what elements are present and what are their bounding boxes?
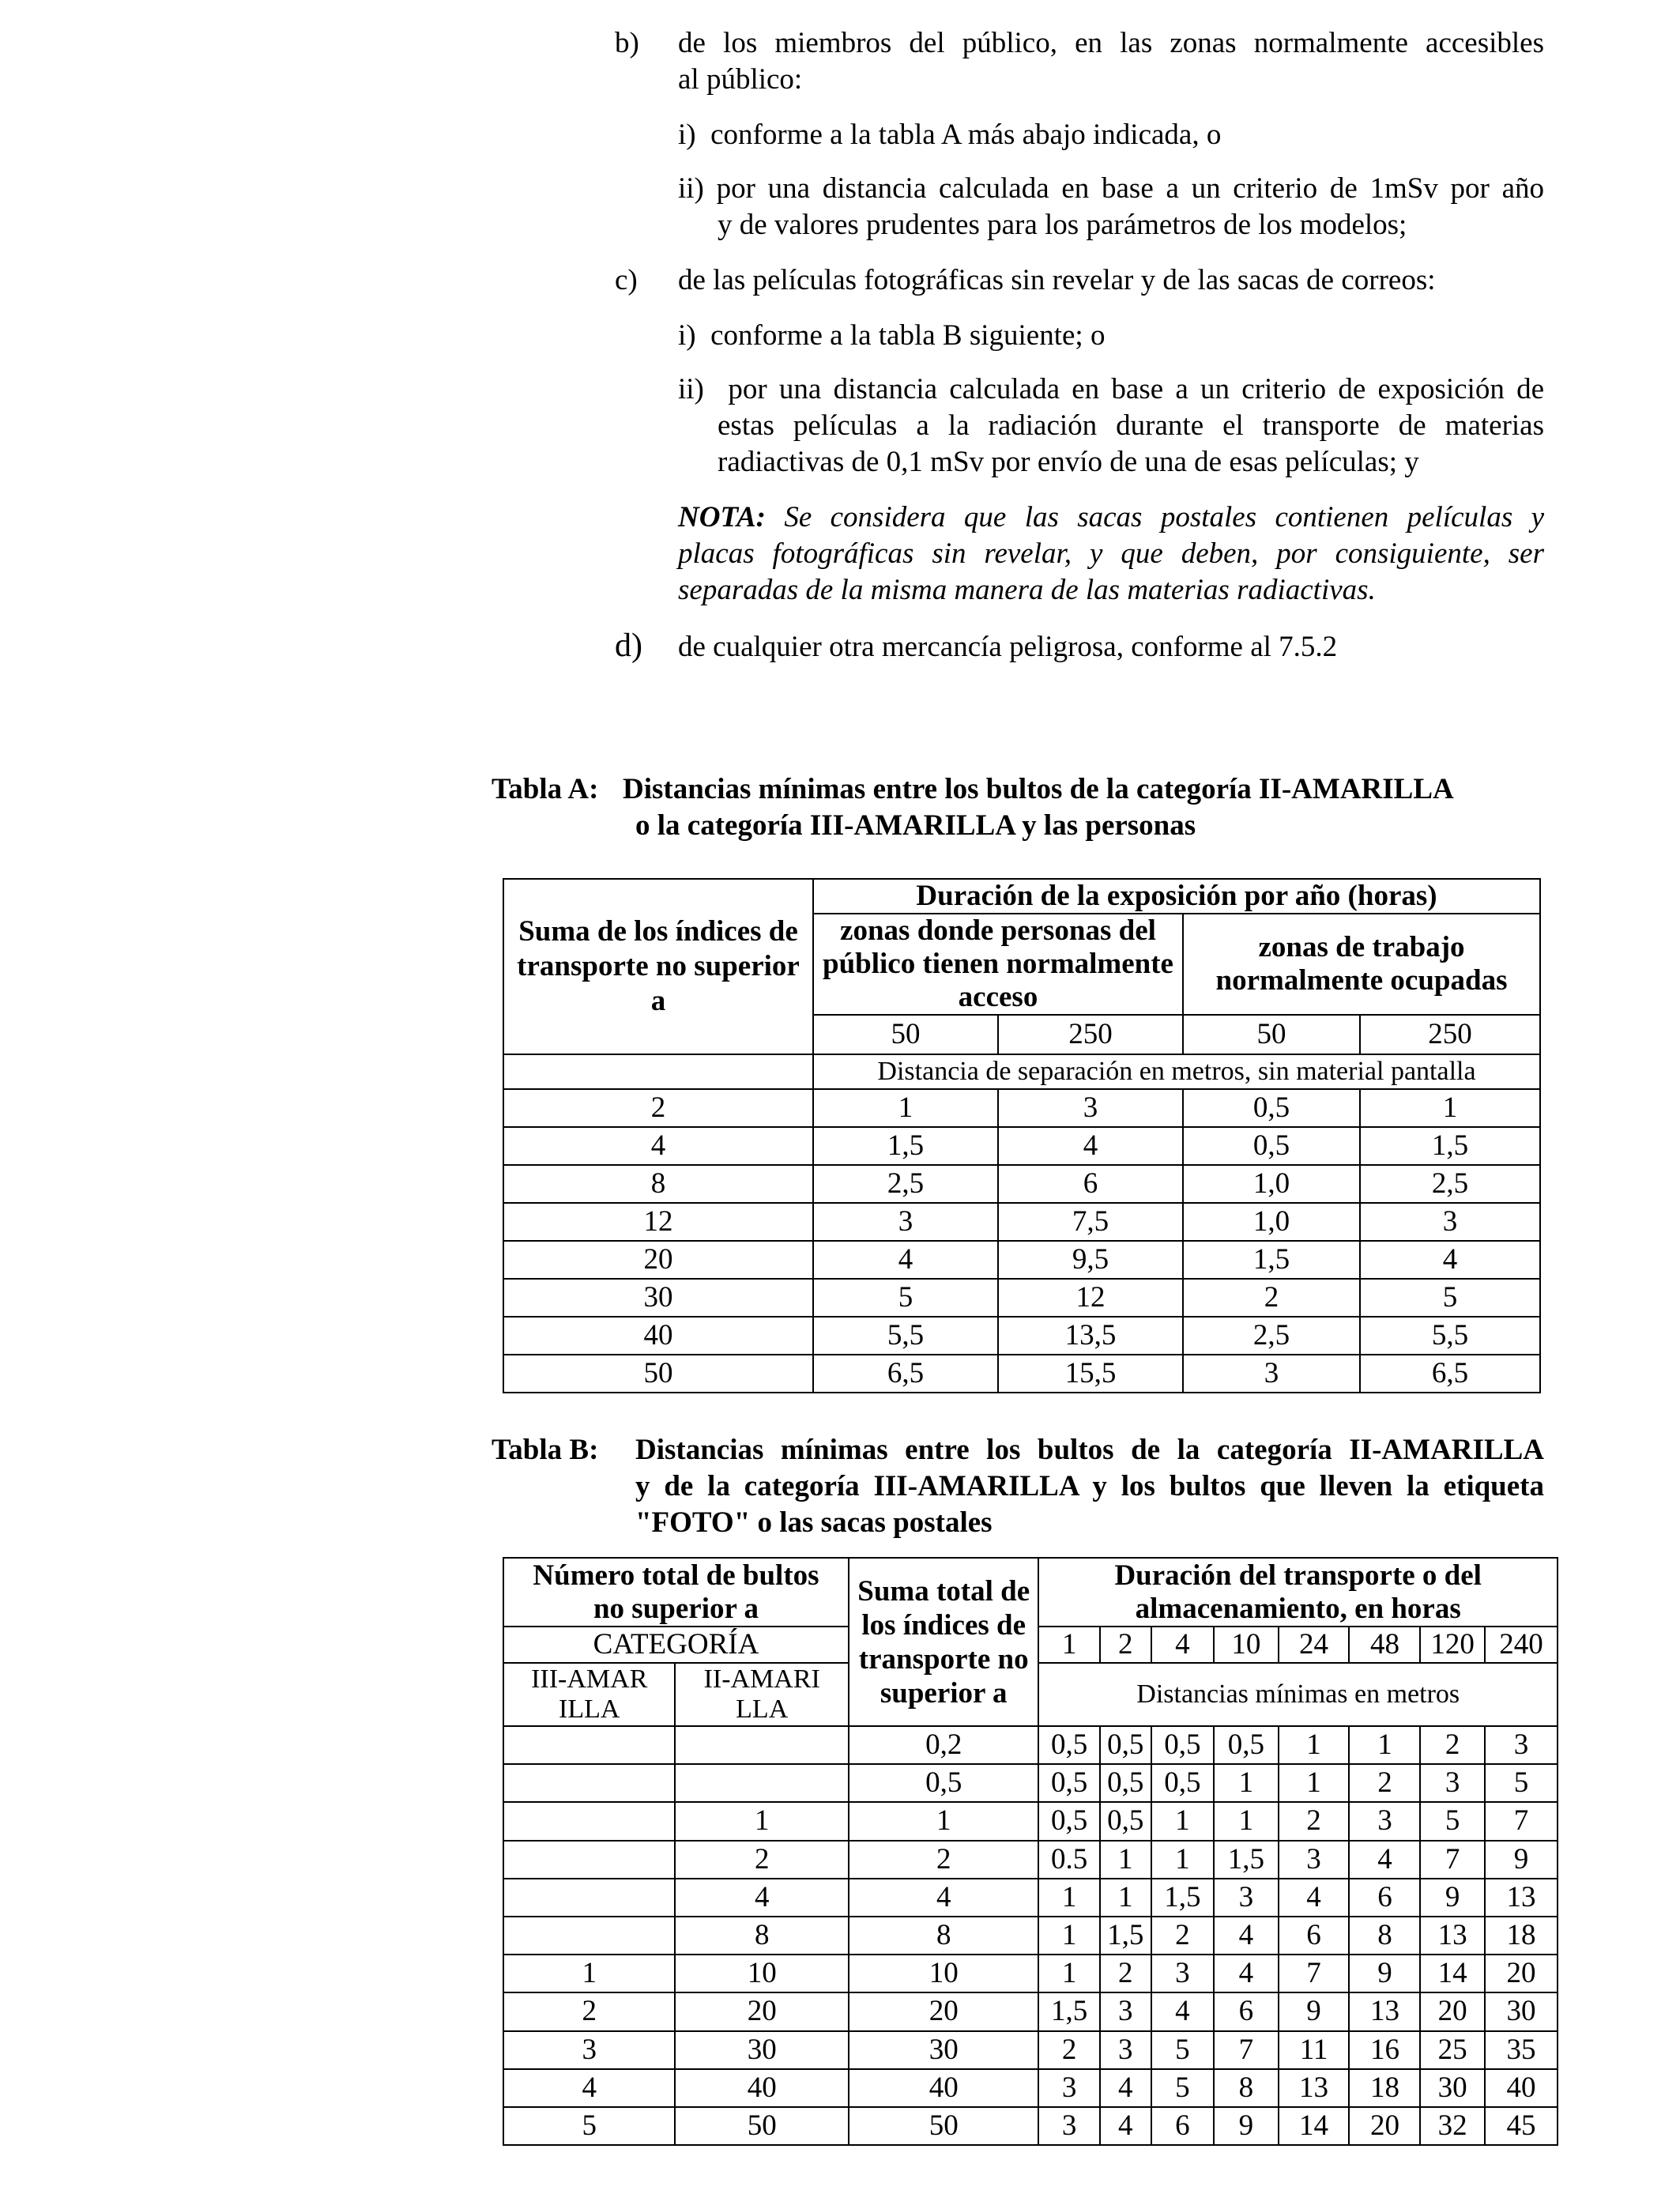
table-b-cell: 9 (1349, 1955, 1420, 1992)
table-b-header-suma: Suma total de los índices de transporte no superior a (849, 1558, 1038, 1726)
table-b-cell: 1 (1151, 1802, 1214, 1840)
table-b-cell: 3 (1100, 1992, 1151, 2030)
table-b-cell: 13 (1279, 2069, 1350, 2107)
table-b-cell: 4 (1100, 2107, 1151, 2145)
table-a-hours-3: 50 (1183, 1015, 1360, 1054)
table-b-cell: 1 (1100, 1841, 1151, 1879)
table-row (503, 1802, 1558, 1840)
table-a-subheader-work: zonas de trabajo normalmente ocupadas (1183, 914, 1540, 1015)
table-b-cell: 1,5 (1100, 1917, 1151, 1955)
table-b-cell: 1,5 (1151, 1879, 1214, 1917)
table-a-hours-1: 50 (813, 1015, 998, 1054)
table-b-cell: 2 (1100, 1955, 1151, 1992)
table-b-cell: 1 (1038, 1917, 1099, 1955)
table-a-cell: 1 (1360, 1089, 1540, 1127)
item-c-line1: de las películas fotográficas sin revelar y de las sacas de correos: (678, 264, 1436, 296)
item-c-ii-line2: estas películas a la radiación durante el transporte de materias (718, 409, 1544, 442)
table-b-cell: 6 (1279, 1917, 1350, 1955)
table-b-cell: 2 (675, 1841, 849, 1879)
table-a-cell: 2 (503, 1089, 813, 1127)
table-a-cell: 5 (813, 1279, 998, 1317)
table-b-cell: 20 (1420, 1992, 1485, 2030)
table-b-cell: 0,5 (1214, 1726, 1279, 1764)
table-b-cell: 2 (1279, 1802, 1350, 1840)
table-b-cell: 1 (1279, 1726, 1350, 1764)
table-b-hours-7: 120 (1420, 1627, 1485, 1663)
table-b-cell: 2 (1038, 2031, 1099, 2069)
table-b-cell: 8 (849, 1917, 1038, 1955)
table-b-cell: 1 (1100, 1879, 1151, 1917)
table-b-cell: 0,5 (1151, 1764, 1214, 1802)
table-a-cell: 1,0 (1183, 1165, 1360, 1203)
table-b-cell: 40 (1485, 2069, 1558, 2107)
table-row (503, 2069, 1558, 2107)
table-b-cell: 2 (503, 1992, 675, 2030)
table-b-cell: 18 (1485, 1917, 1558, 1955)
table-a-cell: 6,5 (813, 1355, 998, 1393)
table-a-cell: 40 (503, 1317, 813, 1355)
table-row (503, 1165, 1540, 1203)
table-b-cell: 9 (1420, 1879, 1485, 1917)
table-b-cell: 0,5 (1100, 1802, 1151, 1840)
table-a-cell: 20 (503, 1241, 813, 1279)
table-a-cell: 4 (998, 1127, 1183, 1165)
table-b-cell: 13 (1420, 1917, 1485, 1955)
table-b-cell: 7 (1214, 2031, 1279, 2069)
item-c-ii-line1: ii) por una distancia calculada en base a un criterio de exposición de (678, 373, 1544, 405)
table-b-caption-line2: y de la categoría III-AMARILLA y los bultos que lleven la etiqueta (635, 1470, 1544, 1502)
table-b-cell (675, 1764, 849, 1802)
nota-line1 (678, 499, 1544, 536)
table-b-cell: 0,5 (1038, 1764, 1099, 1802)
table-b-cell: 30 (1420, 2069, 1485, 2107)
item-c-i: i) conforme a la tabla B siguiente; o (678, 319, 1106, 352)
table-a (503, 878, 1541, 1393)
table-a-cell: 2,5 (1183, 1317, 1360, 1355)
table-b-cell: 9 (1214, 2107, 1279, 2145)
table-a-cell: 5 (1360, 1279, 1540, 1317)
table-b-cell: 9 (1485, 1841, 1558, 1879)
table-b-cell: 0,2 (849, 1726, 1038, 1764)
table-b-cell: 2 (1420, 1726, 1485, 1764)
table-b-cell: 7 (1420, 1841, 1485, 1879)
item-b-ii-line1: ii) por una distancia calculada en base a un criterio de 1mSv por año (678, 172, 1544, 205)
table-a-hours-4: 250 (1360, 1015, 1540, 1054)
table-b-hours-2: 2 (1100, 1627, 1151, 1663)
table-a-cell: 5,5 (1360, 1317, 1540, 1355)
table-b-cell: 6 (1349, 1879, 1420, 1917)
table-row (503, 1726, 1558, 1764)
table-row (503, 1992, 1558, 2030)
table-b-cell (503, 1802, 675, 1840)
table-b-cell: 14 (1420, 1955, 1485, 1992)
table-b-cell (675, 1726, 849, 1764)
table-b-cell: 3 (1100, 2031, 1151, 2069)
table-b-cell: 25 (1420, 2031, 1485, 2069)
table-b-cell: 9 (1279, 1992, 1350, 2030)
table-a-col0-spacer (503, 1054, 813, 1089)
table-b-cell: 4 (1279, 1879, 1350, 1917)
table-b-cell: 1 (1038, 1879, 1099, 1917)
table-b-cell: 7 (1485, 1802, 1558, 1840)
table-b-cell: 2 (849, 1841, 1038, 1879)
table-b-caption-line3: "FOTO" o las sacas postales (635, 1506, 993, 1539)
item-b-i: i) conforme a la tabla A más abajo indicada, o (678, 119, 1222, 151)
table-b-header-ii-amarilla: II-AMARILLA (675, 1663, 849, 1726)
table-b-cell: 1,5 (1038, 1992, 1099, 2030)
table-b-cell (503, 1726, 675, 1764)
table-a-cell: 1,5 (813, 1127, 998, 1165)
table-b-cell: 3 (503, 2031, 675, 2069)
item-d-label: d) (615, 628, 642, 664)
table-b-cell: 20 (849, 1992, 1038, 2030)
table-b-cell: 0,5 (1100, 1726, 1151, 1764)
table-b-cell: 40 (675, 2069, 849, 2107)
table-b-cell: 4 (675, 1879, 849, 1917)
table-b-cell: 20 (1485, 1955, 1558, 1992)
table-a-cell: 2,5 (1360, 1165, 1540, 1203)
table-b-header-categoria: CATEGORÍA (503, 1627, 849, 1663)
table-b-cell: 1 (1279, 1764, 1350, 1802)
table-row (503, 1764, 1558, 1802)
table-a-col0-header: Suma de los índices de transporte no superior a (503, 879, 813, 1054)
item-b-label: b) (615, 27, 639, 59)
table-a-cell: 3 (813, 1203, 998, 1241)
table-b-cell: 3 (1420, 1764, 1485, 1802)
table-a-cell: 7,5 (998, 1203, 1183, 1241)
table-b-hours-8: 240 (1485, 1627, 1558, 1663)
table-b-cell: 0,5 (1038, 1802, 1099, 1840)
item-b-line1: de los miembros del público, en las zonas normalmente accesibles (678, 27, 1544, 59)
table-a-cell: 0,5 (1183, 1089, 1360, 1127)
table-b-caption-prefix: Tabla B: (492, 1434, 599, 1466)
table-b-caption-line1: Distancias mínimas entre los bultos de la categoría II-AMARILLA (635, 1434, 1544, 1466)
table-b-cell: 1 (849, 1802, 1038, 1840)
table-b-header-duracion: Duración del transporte o del almacenamiento, en horas (1038, 1558, 1558, 1627)
table-b-cell: 32 (1420, 2107, 1485, 2145)
table-b-cell: 5 (503, 2107, 675, 2145)
table-b-cell: 10 (849, 1955, 1038, 1992)
table-row (503, 1279, 1540, 1317)
table-b-cell: 3 (1214, 1879, 1279, 1917)
item-b-ii-line2: y de valores prudentes para los parámetros de los modelos; (718, 209, 1407, 241)
table-b-cell: 2 (1151, 1917, 1214, 1955)
table-b-cell: 13 (1349, 1992, 1420, 2030)
table-b-cell: 1 (1151, 1841, 1214, 1879)
table-b-header-numero: Número total de bultos no superior a (503, 1558, 849, 1627)
table-a-cell: 2,5 (813, 1165, 998, 1203)
item-c-label: c) (615, 264, 638, 296)
table-b-header-iii-amarilla: III-AMARILLA (503, 1663, 675, 1726)
table-b-cell: 3 (1485, 1726, 1558, 1764)
nota-text1: Se considera que las sacas postales contienen películas y (784, 501, 1544, 533)
table-a-hours-2: 250 (998, 1015, 1183, 1054)
table-b-cell: 20 (1349, 2107, 1420, 2145)
table-b-cell: 3 (1349, 1802, 1420, 1840)
table-b-header-dist: Distancias mínimas en metros (1038, 1663, 1558, 1726)
table-row (503, 1917, 1558, 1955)
table-b-cell: 18 (1349, 2069, 1420, 2107)
nota-line2: placas fotográficas sin revelar, y que deben, por consiguiente, ser (678, 537, 1544, 570)
table-row (503, 1127, 1540, 1165)
item-b-line2: al público: (678, 63, 803, 96)
table-a-cell: 2 (1183, 1279, 1360, 1317)
table-b-cell: 0,5 (1038, 1726, 1099, 1764)
table-a-cell: 6,5 (1360, 1355, 1540, 1393)
table-b-cell: 30 (675, 2031, 849, 2069)
table-b-cell: 1 (503, 1955, 675, 1992)
table-a-caption-prefix: Tabla A: (492, 773, 599, 805)
table-b-hours-4: 10 (1214, 1627, 1279, 1663)
table-a-cell: 4 (813, 1241, 998, 1279)
table-b-cell: 3 (1038, 2069, 1099, 2107)
table-a-cell: 4 (1360, 1241, 1540, 1279)
table-row (503, 2107, 1558, 2145)
table-b-cell: 6 (1151, 2107, 1214, 2145)
table-b-cell: 16 (1349, 2031, 1420, 2069)
table-b-cell: 50 (675, 2107, 849, 2145)
table-row (503, 1355, 1540, 1393)
table-row (503, 1241, 1540, 1279)
table-a-cell: 30 (503, 1279, 813, 1317)
nota-label: NOTA: (678, 501, 766, 533)
table-a-cell: 1,5 (1183, 1241, 1360, 1279)
table-b-cell: 1 (675, 1802, 849, 1840)
table-b-cell: 3 (1151, 1955, 1214, 1992)
table-b-cell: 4 (1151, 1992, 1214, 2030)
table-b-cell: 4 (849, 1879, 1038, 1917)
table-a-cell: 3 (998, 1089, 1183, 1127)
table-b-cell: 4 (1214, 1955, 1279, 1992)
table-a-cell: 8 (503, 1165, 813, 1203)
table-b-cell: 50 (849, 2107, 1038, 2145)
table-b-cell: 8 (675, 1917, 849, 1955)
table-a-caption-line2: o la categoría III-AMARILLA y las personas (635, 809, 1196, 842)
table-a-cell: 9,5 (998, 1241, 1183, 1279)
table-a-cell: 12 (503, 1203, 813, 1241)
table-a-cell: 1,0 (1183, 1203, 1360, 1241)
table-b (503, 1557, 1558, 2146)
table-b-cell: 8 (1214, 2069, 1279, 2107)
table-b-cell: 1 (1214, 1764, 1279, 1802)
table-a-cell: 3 (1360, 1203, 1540, 1241)
nota-line3: separadas de la misma manera de las materias radiactivas. (678, 574, 1376, 606)
item-c-ii-line3: radiactivas de 0,1 mSv por envío de una de esas películas; y (718, 446, 1419, 478)
table-a-cell: 12 (998, 1279, 1183, 1317)
table-row (503, 1317, 1540, 1355)
table-b-hours-6: 48 (1349, 1627, 1420, 1663)
table-b-cell: 5 (1151, 2069, 1214, 2107)
table-a-group-header: Duración de la exposición por año (horas) (813, 879, 1540, 914)
table-b-cell: 1 (1038, 1955, 1099, 1992)
table-b-hours-3: 4 (1151, 1627, 1214, 1663)
table-a-subheader-public: zonas donde personas del público tienen normalmente acceso (813, 914, 1183, 1015)
table-a-cell: 6 (998, 1165, 1183, 1203)
table-b-cell (503, 1764, 675, 1802)
table-b-cell: 8 (1349, 1917, 1420, 1955)
table-b-cell: 6 (1214, 1992, 1279, 2030)
table-b-cell: 20 (675, 1992, 849, 2030)
table-b-cell: 5 (1420, 1802, 1485, 1840)
table-b-cell: 30 (849, 2031, 1038, 2069)
table-a-caption-line1: Distancias mínimas entre los bultos de la categoría II-AMARILLA (623, 773, 1454, 805)
table-b-cell: 3 (1038, 2107, 1099, 2145)
table-b-cell: 0,5 (1151, 1726, 1214, 1764)
table-b-hours-5: 24 (1279, 1627, 1350, 1663)
table-b-cell (503, 1879, 675, 1917)
table-b-cell: 10 (675, 1955, 849, 1992)
table-row (503, 1841, 1558, 1879)
table-b-cell: 1 (1214, 1802, 1279, 1840)
table-row (503, 1089, 1540, 1127)
table-b-cell: 1 (1349, 1726, 1420, 1764)
table-b-cell: 30 (1485, 1992, 1558, 2030)
table-b-cell: 1,5 (1214, 1841, 1279, 1879)
table-b-cell: 13 (1485, 1879, 1558, 1917)
table-b-cell: 0,5 (1100, 1764, 1151, 1802)
table-b-cell: 35 (1485, 2031, 1558, 2069)
table-row (503, 2031, 1558, 2069)
table-b-cell: 4 (1100, 2069, 1151, 2107)
table-b-cell: 0,5 (849, 1764, 1038, 1802)
table-a-cell: 4 (503, 1127, 813, 1165)
table-a-cell: 1,5 (1360, 1127, 1540, 1165)
table-row (503, 1955, 1558, 1992)
table-a-cell: 50 (503, 1355, 813, 1393)
table-b-cell: 7 (1279, 1955, 1350, 1992)
table-b-cell (503, 1917, 675, 1955)
table-a-cell: 13,5 (998, 1317, 1183, 1355)
table-b-cell: 4 (1349, 1841, 1420, 1879)
table-b-cell: 11 (1279, 2031, 1350, 2069)
item-d-line1: de cualquier otra mercancía peligrosa, conforme al 7.5.2 (678, 631, 1338, 663)
table-a-cell: 15,5 (998, 1355, 1183, 1393)
table-row (503, 1203, 1540, 1241)
table-b-cell: 40 (849, 2069, 1038, 2107)
table-a-cell: 1 (813, 1089, 998, 1127)
table-b-cell: 5 (1485, 1764, 1558, 1802)
table-b-cell: 4 (1214, 1917, 1279, 1955)
table-b-cell: 3 (1279, 1841, 1350, 1879)
table-a-cell: 3 (1183, 1355, 1360, 1393)
table-b-cell: 0.5 (1038, 1841, 1099, 1879)
table-b-cell (503, 1841, 675, 1879)
table-b-hours-1: 1 (1038, 1627, 1099, 1663)
table-b-cell: 14 (1279, 2107, 1350, 2145)
table-a-cell: 0,5 (1183, 1127, 1360, 1165)
table-b-cell: 2 (1349, 1764, 1420, 1802)
table-b-cell: 4 (503, 2069, 675, 2107)
table-a-note-row: Distancia de separación en metros, sin material pantalla (813, 1054, 1540, 1089)
table-b-cell: 5 (1151, 2031, 1214, 2069)
table-b-cell: 45 (1485, 2107, 1558, 2145)
table-a-cell: 5,5 (813, 1317, 998, 1355)
table-row (503, 1879, 1558, 1917)
